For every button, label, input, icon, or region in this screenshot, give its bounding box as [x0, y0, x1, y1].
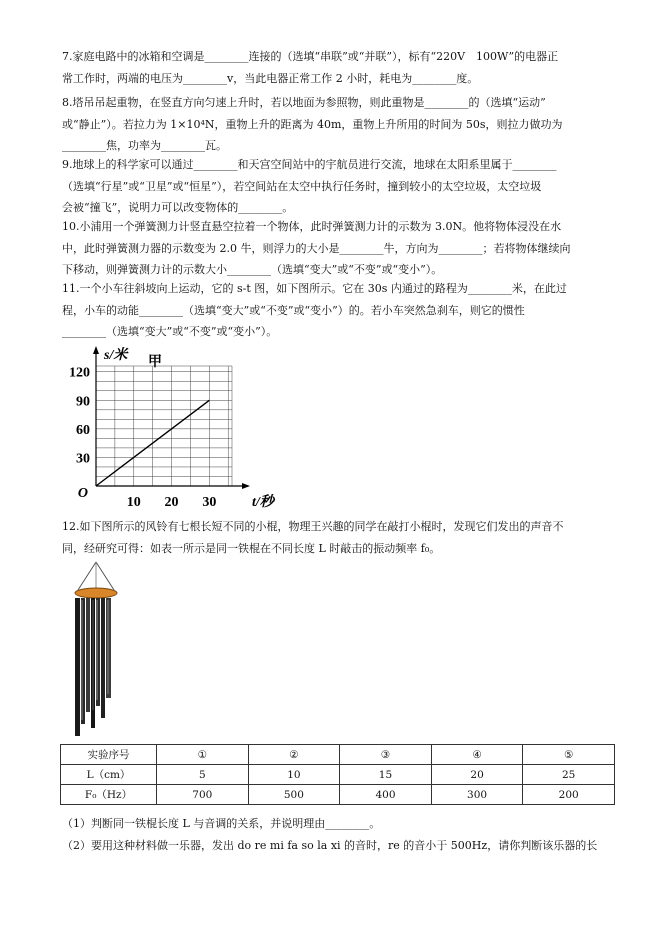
- subquestion-2: （2）要用这种材料做一乐器，发出 do re mi fa so la xi 的音时，re 的音小于 500Hz，请你判断该乐器的长: [62, 839, 598, 852]
- q9-line1: 9.地球上的科学家可以通过________和天宫空间站中的宇航员进行交流，地球在太阳系里属于________: [62, 158, 557, 171]
- table-row: [61, 765, 615, 785]
- q8-line1: 8.塔吊吊起重物，在竖直方向匀速上升时，若以地面为参照物，则此重物是________的（选填“运动”: [62, 96, 546, 109]
- question-8: [62, 92, 607, 157]
- chart-grid: [96, 366, 232, 486]
- table-cell: 20: [431, 765, 523, 785]
- q9-line2: （选填“行星”或“卫星”或“恒星”），若空间站在太空中执行任务时，撞到较小的太空垃圾，太空垃圾: [62, 179, 542, 193]
- table-cell: ②: [248, 745, 340, 765]
- y-axis-arrow: [93, 346, 99, 354]
- frequency-table: [60, 744, 615, 805]
- question-10: [62, 216, 607, 281]
- q7-line1: 7.家庭电路中的冰箱和空调是________连接的（选填“串联”或“并联”），标有“220V 100W”的电器正: [62, 50, 559, 63]
- question-9: [62, 154, 607, 219]
- q11-line3: ________（选填“变大”或“不变”或“变小”）。: [62, 325, 278, 338]
- table-cell: 300: [431, 785, 523, 805]
- table-header-row: [61, 745, 615, 765]
- q8-line2: 或“静止”）。若拉力为 1×10⁴N，重物上升的距离为 40m，重物上升所用的时间为 50s，则拉力做功为: [62, 117, 563, 131]
- q9-line3: 会被“撞飞”，说明力可以改变物体的________。: [62, 201, 294, 214]
- table-row: [61, 785, 615, 805]
- table-cell: ③: [340, 745, 432, 765]
- table-cell: 200: [523, 785, 615, 805]
- question-12-subparts: [62, 813, 607, 857]
- y-tick-label: 30: [76, 451, 90, 467]
- table-cell: L（cm）: [61, 765, 157, 785]
- origin-label: O: [77, 486, 88, 501]
- y-tick-label: 120: [69, 365, 90, 381]
- x-axis-title: t/秒: [252, 495, 274, 508]
- y-tick-label: 60: [76, 422, 90, 438]
- x-tick-label: 20: [164, 495, 179, 508]
- st-chart: [62, 338, 284, 508]
- subquestion-1: （1）判断同一铁棍长度 L 与音调的关系，并说明理由________。: [62, 817, 381, 830]
- table-cell: ⑤: [523, 745, 615, 765]
- q10-line3: 下移动，则弹簧测力计的示数大小________（选填“变大”或“不变”或“变小”）。: [62, 263, 443, 276]
- y-tick-label: 90: [76, 394, 90, 410]
- question-11: [62, 278, 607, 343]
- table-cell: 500: [248, 785, 340, 805]
- table-cell: 400: [340, 785, 432, 805]
- x-axis-arrow: [242, 483, 250, 489]
- wind-chime-image: [66, 560, 126, 738]
- q12-line1: 12.如下图所示的风铃有七根长短不同的小棍，物理王兴趣的同学在敲打小棍时，发现它们发出的声音不: [62, 520, 564, 533]
- question-7: [62, 46, 607, 89]
- q10-line2: 中，此时弹簧测力器的示数变为 2.0 牛，则浮力的大小是________牛，方向为________；若将物体继续向: [62, 241, 571, 255]
- y-axis-title: s/米: [104, 348, 128, 363]
- table-cell: 700: [157, 785, 249, 805]
- q11-line2: 程，小车的动能________（选填“变大”或“不变”或“变小”）的。若小车突然急刹车，则它的惯性: [62, 303, 525, 317]
- chart-title: 甲: [148, 354, 162, 370]
- x-tick-label: 30: [202, 495, 217, 508]
- q7-line2: 常工作时，两端的电压为________v，当此电器正常工作 2 小时，耗电为________度。: [62, 71, 479, 85]
- q10-line1: 10.小浦用一个弹簧测力计竖直悬空拉着一个物体，此时弹簧测力计的示数为 3.0N。他将物体浸没在水: [62, 220, 562, 233]
- x-tick-label: 10: [126, 495, 141, 508]
- table-cell: 5: [157, 765, 249, 785]
- table-cell: F₀（Hz）: [61, 785, 157, 805]
- table-cell: 25: [523, 765, 615, 785]
- table-cell: 实验序号: [61, 745, 157, 765]
- table-cell: 10: [248, 765, 340, 785]
- q11-line1: 11.一个小车往斜坡向上运动，它的 s-t 图，如下图所示。它在 30s 内通过的路程为________米，在此过: [62, 282, 567, 295]
- question-12: [62, 516, 607, 559]
- table-cell: ①: [157, 745, 249, 765]
- table-cell: 15: [340, 765, 432, 785]
- q12-line2: 同，经研究可得：如表一所示是同一铁棍在不同长度 L 时敲击的振动频率 f₀。: [62, 541, 441, 555]
- q8-line3: ________焦，功率为________瓦。: [62, 139, 227, 152]
- table-cell: ④: [431, 745, 523, 765]
